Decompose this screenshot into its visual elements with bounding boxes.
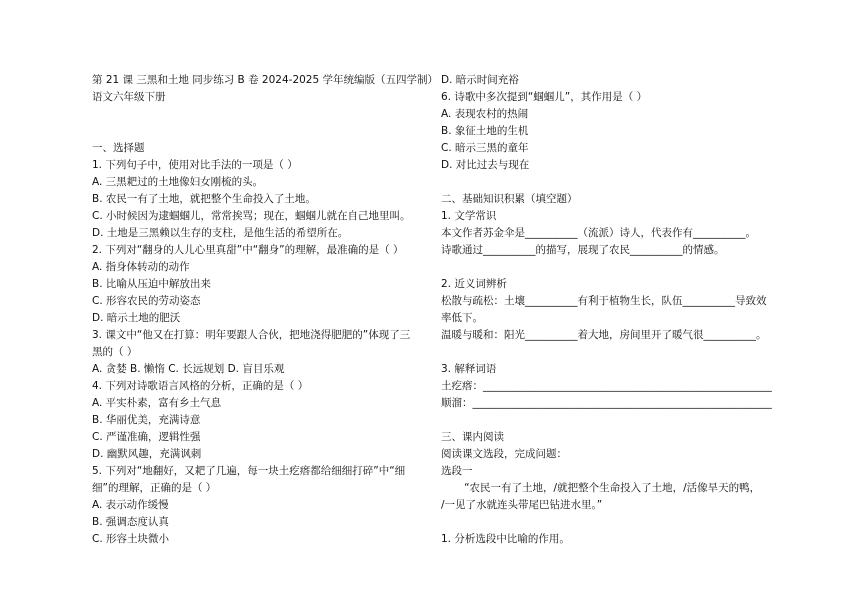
reading-instruction: 阅读课文选段，完成问题：	[441, 448, 567, 460]
question-3-stem: 3. 课文中“他又在打算：明年要跟人合伙，把地浇得肥肥的”体现了三	[92, 329, 411, 341]
question-4-option-c: C. 严谨准确，逻辑性强	[92, 431, 201, 443]
passage-label: 选段一	[441, 465, 473, 477]
fill-item-3-line-2: 顺溜：_________________________________________________________	[441, 397, 772, 409]
left-column	[92, 72, 438, 548]
reading-question-1: 1. 分析选段中比喻的作用。	[441, 533, 570, 545]
question-6-option-a: A. 表现农村的热闹	[441, 108, 529, 120]
question-2-option-c: C. 形容农民的劳动姿态	[92, 295, 201, 307]
question-6-option-c: C. 暗示三黑的童年	[441, 142, 529, 154]
question-2-option-a: A. 指身体转动的动作	[92, 261, 190, 273]
question-3-stem-cont: 黑的（ ）	[92, 346, 138, 358]
section-heading-reading: 三、课内阅读	[441, 431, 504, 443]
fill-item-1-line-2: 诗歌通过__________的描写，展现了农民__________的情感。	[441, 244, 725, 256]
passage-line-2: /一见了水就连头带尾巴钻进水里。”	[441, 499, 603, 511]
question-4-option-a: A. 平实朴素，富有乡土气息	[92, 397, 222, 409]
question-2-option-b: B. 比喻从压迫中解放出来	[92, 278, 211, 290]
fill-item-1-line-1: 本文作者苏金伞是__________（流派）诗人，代表作有__________。	[441, 227, 756, 239]
question-5-option-d: D. 暗示时间充裕	[441, 74, 519, 86]
question-4-stem: 4. 下列对诗歌语言风格的分析，正确的是（ ）	[92, 380, 309, 392]
worksheet-title: 第 21 课 三黑和土地 同步练习 B 卷 2024-2025 学年统编版（五四学制）	[92, 74, 438, 86]
passage-line-1: “农民一有了土地，/就把整个生命投入了土地，/活像旱天的鸭，	[464, 482, 761, 494]
question-2-option-d: D. 暗示土地的肥沃	[92, 312, 181, 324]
question-5-option-c: C. 形容土块微小	[92, 533, 170, 545]
fill-item-3-line-1: 土疙瘩：_______________________________________________________	[441, 380, 772, 392]
question-1-option-c: C. 小时候因为逮蝈蝈儿，常常挨骂；现在，蝈蝈儿就在自己地里叫。	[92, 210, 411, 222]
question-2-stem: 2. 下列对“翻身的人儿心里真甜”中“翻身”的理解，最准确的是（ ）	[92, 244, 404, 256]
fill-item-2-title: 2. 近义词辨析	[441, 278, 507, 290]
right-column	[441, 72, 786, 548]
question-4-option-d: D. 幽默风趣，充满讽刺	[92, 448, 202, 460]
question-1-option-a: A. 三黑耙过的土地像妇女刚梳的头。	[92, 176, 264, 188]
question-6-stem: 6. 诗歌中多次提到“蝈蝈儿”，其作用是（ ）	[441, 91, 648, 103]
fill-item-1-title: 1. 文学常识	[441, 210, 497, 222]
question-5-option-a: A. 表示动作缓慢	[92, 499, 169, 511]
question-3-options: A. 贪婪 B. 懒惰 C. 长远规划 D. 盲目乐观	[92, 363, 285, 375]
fill-item-2-line-1-cont: 率低下。	[441, 312, 483, 324]
section-heading-fill-in: 二、基础知识积累（填空题）	[441, 193, 578, 205]
fill-item-3-title: 3. 解释词语	[441, 363, 497, 375]
question-5-stem-cont: 细”的理解，正确的是（ ）	[92, 482, 217, 494]
worksheet-subtitle: 语文六年级下册	[92, 91, 166, 103]
question-6-option-b: B. 象征土地的生机	[441, 125, 529, 137]
question-5-option-b: B. 强调态度认真	[92, 516, 169, 528]
question-1-option-d: D. 土地是三黑赖以生存的支柱，是他生活的希望所在。	[92, 227, 349, 239]
question-1-option-b: B. 农民一有了土地，就把整个生命投入了土地。	[92, 193, 316, 205]
question-5-stem: 5. 下列对“地翻好，又耙了几遍，每一块土疙瘩都给细细打碎”中“细	[92, 465, 406, 477]
question-6-option-d: D. 对比过去与现在	[441, 159, 530, 171]
question-1-stem: 1. 下列句子中，使用对比手法的一项是（ ）	[92, 159, 298, 171]
fill-item-2-line-1: 松散与疏松：土壤__________有利于植物生长，队伍__________导致效	[441, 295, 767, 307]
question-4-option-b: B. 华丽优美，充满诗意	[92, 414, 201, 426]
fill-item-2-line-2: 温暖与暖和：阳光__________着大地，房间里开了暖气很__________。	[441, 329, 767, 341]
section-heading-choice: 一、选择题	[92, 142, 145, 154]
